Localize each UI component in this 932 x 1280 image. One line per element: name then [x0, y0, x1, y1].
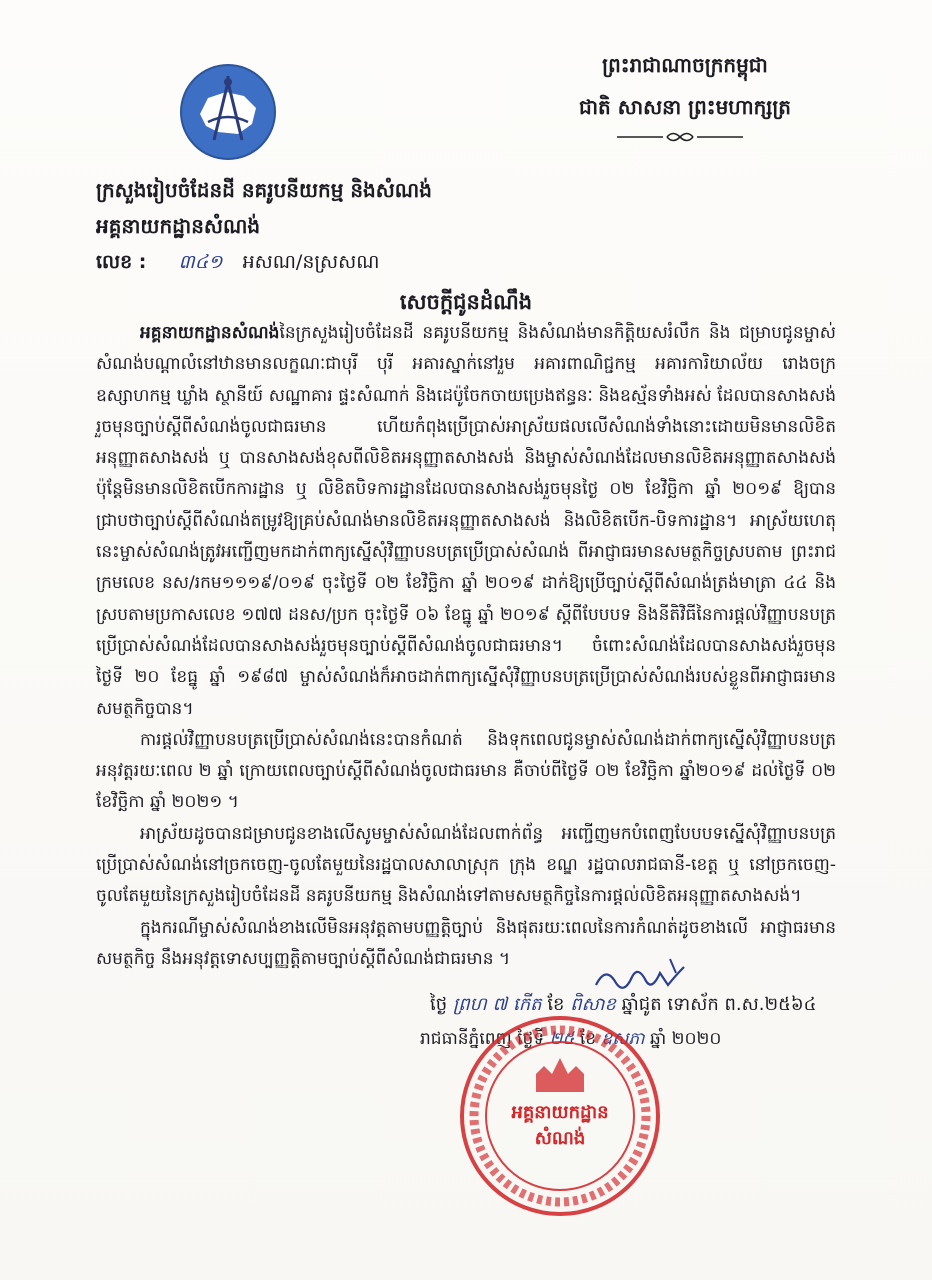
ref-label: លេខ : [96, 251, 147, 273]
ref-number: ៣៤១ [178, 251, 223, 273]
stamp-line-2: សំណង់ [534, 1128, 586, 1149]
lunar-suffix: ឆ្នាំជូត ទោស័ក ព.ស.២៥៦៤ [621, 994, 817, 1015]
paragraph-1-text: នៃក្រសួងរៀបចំដែនដី នគរូបនីយកម្ម និងសំណង់មានកិត្តិយសរំលឹក និង ជម្រាបជូនម្ចាស់សំណង់បណ្តាលំនៅឋានមានលក្ខណៈជាបុរី បុរី អគារស្នាក់នៅរួម អគារពាណិជ្ជកម្ម អគារការិយាល័យ រោងចក្រ ឧស្សាហកម្ម ឃ្លាំង ស្ថានីយ៍ សណ្ឋាគារ ផ្ទះសំណាក់ និងដេប៉ូចែកចាយប្រេងឥន្ធនៈ និងឧស្ម័នទាំងអស់ ដែលបានសាងសង់រួចមុនច្បាប់ស្តីពីសំណង់ចូលជាធរមាន ហើយកំពុងប្រើប្រាស់អាស្រ័យផលលើសំណង់ទាំងនោះដោយមិនមានលិខិតអនុញ្ញាតសាងសង់ ឬ បានសាងសង់ខុសពីលិខិតអនុញ្ញាតសាងសង់ និងម្ចាស់សំណង់ដែលមានលិខិតអនុញ្ញាតសាងសង់ប៉ុន្តែមិនមានលិខិតបើកការដ្ឋាន ឬ លិខិតបិទការដ្ឋានដែលបានសាងសង់រួចមុនថ្ងៃ ០២ ខែវិច្ឆិកា ឆ្នាំ ២០១៩ ឱ្យបានជ្រាបថាច្បាប់ស្តីពីសំណង់តម្រូវឱ្យគ្រប់សំណង់មានលិខិតអនុញ្ញាតសាងសង់ និងលិខិតបើក-បិទការដ្ឋាន។ អាស្រ័យហេតុនេះម្ចាស់សំណង់ត្រូវអញ្ជើញមកដាក់ពាក្យស្នើសុំវិញ្ញាបនបត្រប្រើប្រាស់សំណង់ ពីអាជ្ញាធរមានសមត្ថកិច្ចស្របតាម ព្រះរាជក្រមលេខ នស/រកម១១១៩/០១៩ ចុះថ្ងៃទី ០២ ខែវិច្ឆិកា ឆ្នាំ ២០១៩ ដាក់ឱ្យប្រើច្បាប់ស្តីពីសំណង់ត្រង់មាត្រា ៤៤ និងស្របតាមប្រកាសលេខ ១៧៧ ដនស/ប្រក ចុះថ្ងៃទី ០៦ ខែធ្នូ ឆ្នាំ ២០១៩ ស្តីពីបែបបទ និងនីតិវិធីនៃការផ្តល់វិញ្ញាបនបត្រប្រើប្រាស់សំណង់ដែលបានសាងសង់រួចមុនច្បាប់ស្តីពីសំណង់ចូលជាធរមាន។ ចំពោះសំណង់ដែលបានសាងសង់រួចមុនថ្ងៃទី ២០ ខែធ្នូ ឆ្នាំ ១៩៨៧ ម្ចាស់សំណង់ក៏អាចដាក់ពាក្យស្នើសុំវិញ្ញាបនបត្រប្រើប្រាស់សំណង់របស់ខ្លួនពីអាជ្ញាធរមានសមត្ថកិច្ចបាន។ [96, 323, 836, 719]
paragraph-3: អាស្រ័យដូចបានជម្រាបជូនខាងលើសូមម្ចាស់សំណង់ដែលពាក់ព័ន្ធ អញ្ជើញមកបំពេញបែបបទស្នើសុំវិញ្ញាបនបត្រប្រើប្រាស់សំណង់នៅច្រកចេញ-ចូលតែមួយនៃរដ្ឋបាលសាលាស្រុក ក្រុង ខណ្ឌ រដ្ឋបាលរាជធានី-ខេត្ត ឬ នៅច្រកចេញ-ចូលតែមួយនៃក្រសួងរៀបចំដែនដី នគរូបនីយកម្ម និងសំណង់ទៅតាមសមត្ថកិច្ចនៃការផ្តល់លិខិតអនុញ្ញាតសាងសង់។ [96, 823, 836, 907]
paragraph-4: ក្នុងករណីម្ចាស់សំណង់ខាងលើមិនអនុវត្តតាមបញ្ញត្តិច្បាប់ និងផុតរយៈពេលនៃការកំណត់ដូចខាងលើ អាជ្ញាធរមានសមត្ថកិច្ច នឹងអនុវត្តទោសប្បញ្ញត្តិតាមច្បាប់ស្តីពីសំណង់ជាធរមាន ។ [96, 917, 836, 969]
lunar-month-label: ខែ [547, 994, 565, 1015]
stamp-center-text [458, 1100, 662, 1152]
kingdom-name: ព្រះរាជាណាចក្រកម្ពុជា [602, 53, 768, 77]
stamp-line-1: អគ្គនាយកដ្ឋាន [511, 1102, 609, 1123]
notice-title: សេចក្តីជូនដំណឹង [399, 290, 533, 314]
department-name: អគ្គនាយកដ្ឋានសំណង់ [96, 214, 261, 238]
ministry-block [96, 172, 432, 244]
ministry-logo [178, 62, 278, 162]
ref-code: អសណ/នស្រសណ [242, 251, 380, 273]
lunar-day-handwritten: ព្រហ ៧ កើត [452, 994, 542, 1015]
solar-month-handwritten: ឧសភា [601, 1029, 645, 1049]
solar-suffix: ឆ្នាំ ២០២០ [650, 1029, 722, 1049]
paragraph-2: ការផ្តល់វិញ្ញាបនបត្រប្រើប្រាស់សំណង់នេះបានកំណត់ និងទុកពេលជូនម្ចាស់សំណង់ដាក់ពាក្យស្នើសុំវិញ្ញាបនបត្រ អនុវត្តរយៈពេល ២ ឆ្នាំ ក្រោយពេលច្បាប់ស្តីពីសំណង់ចូលជាធរមាន គឺចាប់ពីថ្ងៃទី ០២ ខែវិច្ឆិកា ឆ្នាំ២០១៩ ដល់ថ្ងៃទី ០២ ខែវិច្ឆិកា ឆ្នាំ ២០២១ ។ [96, 729, 836, 813]
lunar-month-handwritten: ពិសាខ [570, 994, 616, 1015]
paragraph-1 [96, 318, 836, 725]
national-motto: ជាតិ សាសនា ព្រះមហាក្សត្រ [579, 95, 791, 119]
solar-day-handwritten: ២៥ [549, 1029, 575, 1049]
ministry-name: ក្រសួងរៀបចំដែនដី នគរូបនីយកម្ម និងសំណង់ [96, 178, 432, 202]
solar-month-label: ខែ [579, 1029, 597, 1049]
solar-prefix: រាជធានីភ្នំពេញ ថ្ងៃទី [420, 1029, 545, 1049]
ornament-divider [615, 130, 745, 144]
notice-body [96, 318, 836, 975]
kingdom-header [560, 44, 810, 128]
lunar-prefix: ថ្ងៃ [430, 994, 448, 1015]
reference-line [96, 244, 379, 280]
paragraph-1-lead: អគ្គនាយកដ្ឋានសំណង់ [140, 323, 280, 343]
